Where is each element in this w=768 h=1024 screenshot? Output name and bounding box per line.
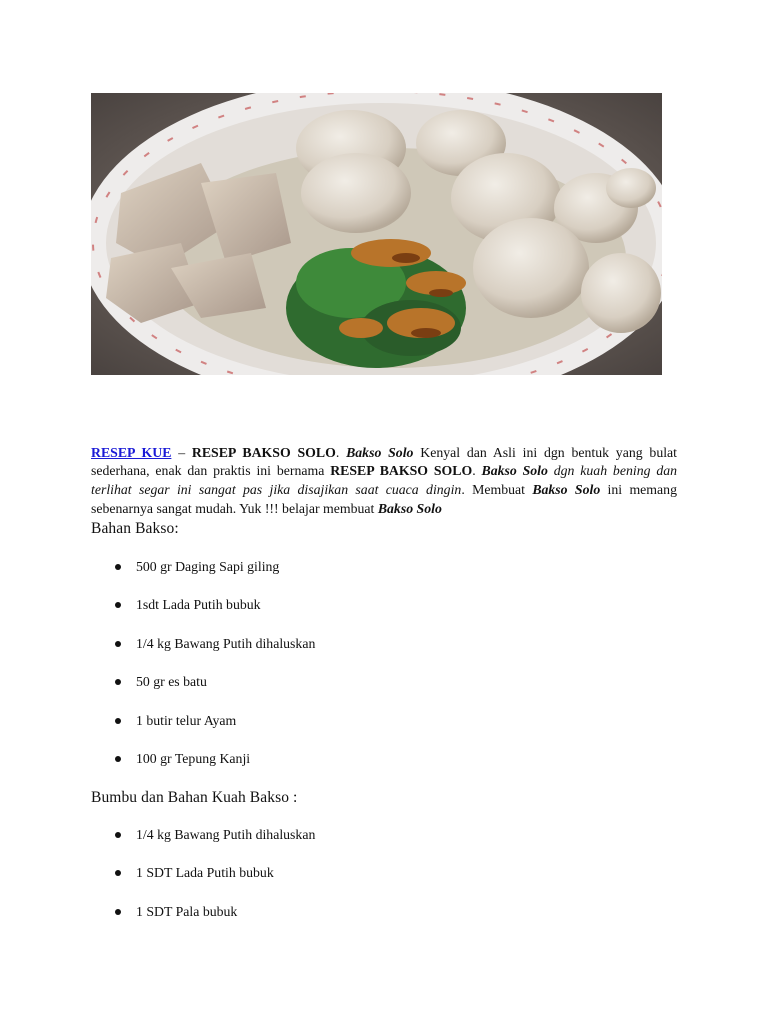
text: . Membuat	[461, 481, 533, 497]
bahan-bakso-list	[112, 558, 315, 788]
bullet-icon	[115, 909, 121, 915]
list-item-text: 1/4 kg Bawang Putih dihaluskan	[136, 635, 316, 651]
list-item	[112, 596, 315, 634]
text-italic: dgn kuah bening dan terlihat segar ini sangat pas jika disajikan saat cuaca dingin	[91, 463, 678, 497]
list-item-text: 1 butir telur Ayam	[136, 712, 237, 728]
list-item	[112, 903, 315, 941]
list-item-text: 1/4 kg Bawang Putih dihaluskan	[136, 827, 316, 842]
list-item	[112, 635, 315, 673]
list-item-text: 50 gr es batu	[136, 674, 207, 690]
list-item-text: 1sdt Lada Putih bubuk	[136, 597, 261, 613]
text: Kenyal dan Asli ini dgn bentuk yang bulat sederhana, enak dan praktis ini bernama	[91, 444, 678, 479]
bakso-solo-label: Bakso Solo	[481, 463, 548, 479]
bullet-icon	[115, 870, 121, 876]
list-item	[112, 864, 315, 902]
recipe-title: RESEP BAKSO SOLO	[330, 463, 473, 479]
text: .	[472, 463, 482, 479]
list-item-text: 100 gr Tepung Kanji	[136, 750, 251, 766]
list-item	[112, 712, 315, 750]
dash: –	[171, 444, 192, 460]
bullet-icon	[115, 718, 121, 724]
recipe-title: RESEP BAKSO SOLO	[191, 444, 336, 460]
list-item	[112, 558, 315, 596]
list-item	[112, 673, 315, 711]
bullet-icon	[115, 756, 121, 762]
intro-paragraph	[91, 444, 677, 518]
bullet-icon	[115, 564, 121, 570]
bahan-bakso-heading: Bahan Bakso:	[91, 520, 179, 537]
list-item-text: 1 SDT Pala bubuk	[136, 903, 238, 919]
bakso-solo-label: Bakso Solo	[532, 481, 601, 497]
list-item-text: 500 gr Daging Sapi giling	[136, 559, 280, 574]
list-item	[112, 826, 315, 864]
resep-kue-link[interactable]: RESEP KUE	[91, 444, 172, 460]
bullet-icon	[115, 679, 121, 685]
bullet-icon	[115, 641, 121, 647]
list-item-text: 1 SDT Lada Putih bubuk	[136, 865, 274, 881]
bumbu-kuah-list	[112, 826, 315, 941]
text: ini memang sebenarnya sangat mudah. Yuk !!! belajar membuat	[91, 481, 677, 516]
list-item	[112, 750, 315, 788]
text: .	[335, 444, 347, 460]
bakso-solo-photo	[91, 93, 662, 375]
bullet-icon	[115, 602, 121, 608]
bakso-solo-label: Bakso Solo	[346, 444, 414, 460]
bullet-icon	[115, 832, 121, 838]
bumbu-kuah-heading: Bumbu dan Bahan Kuah Bakso :	[91, 789, 298, 806]
bakso-solo-label: Bakso Solo	[377, 500, 442, 516]
